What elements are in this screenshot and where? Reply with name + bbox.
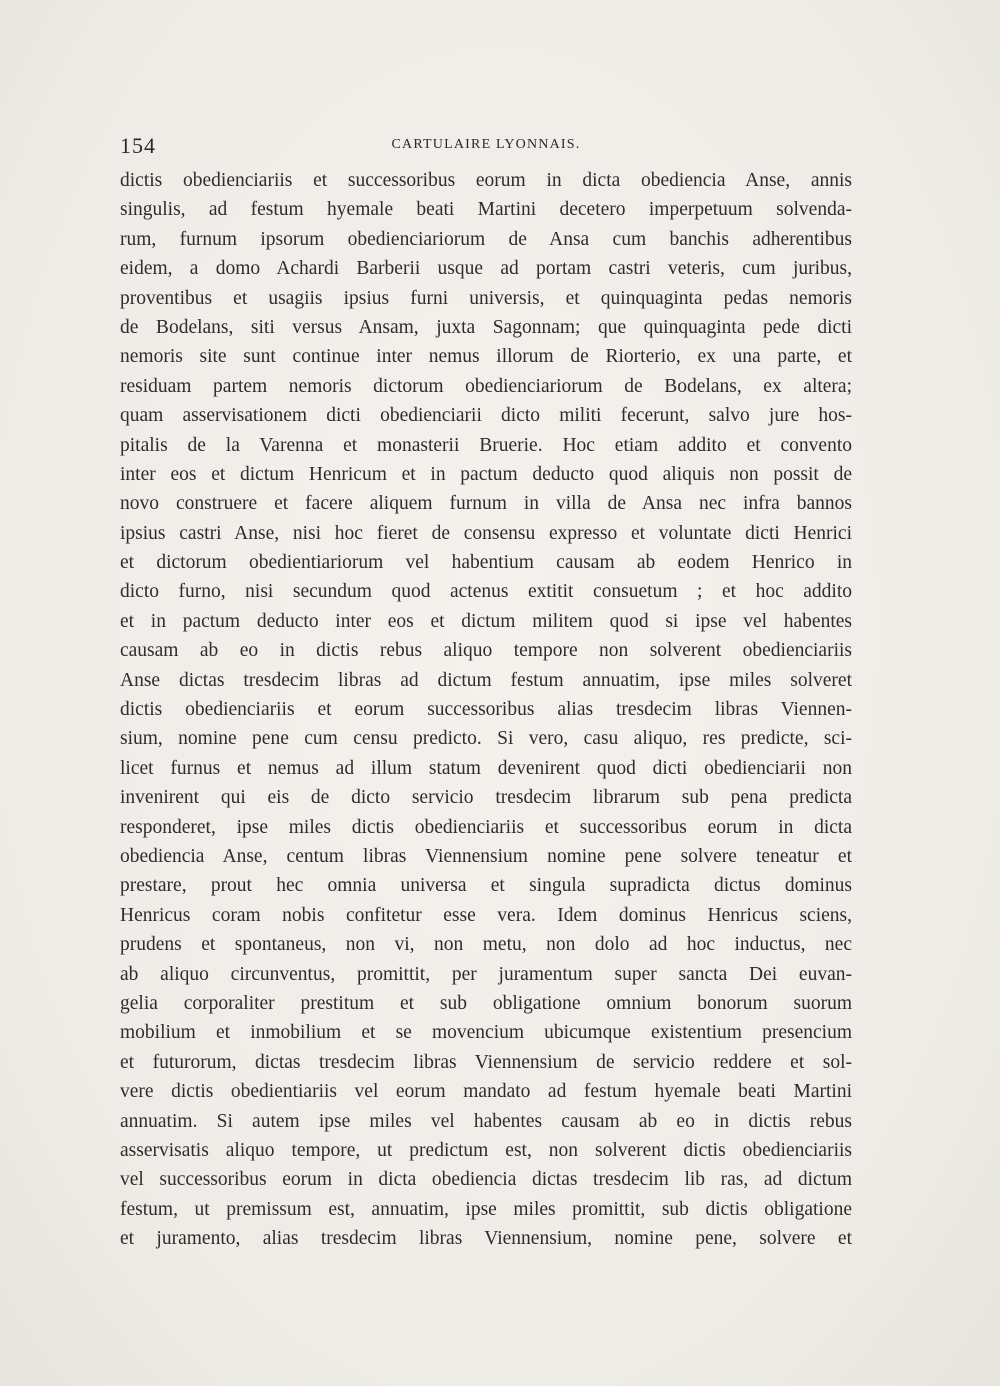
text-line: Henricus coram nobis confitetur esse vera. Idem dominus Henricus sciens, (120, 904, 852, 926)
text-line: singulis, ad festum hyemale beati Martini decetero imperpetuum solvenda- (120, 199, 852, 221)
text-line: rum, furnum ipsorum obedienciariorum de Ansa cum banchis adherentibus (120, 228, 852, 250)
text-line: eidem, a domo Achardi Barberii usque ad portam castri veteris, cum juribus, (120, 258, 852, 280)
running-head (120, 133, 852, 161)
text-line: dictis obedienciariis et eorum successoribus alias tresdecim libras Viennen- (120, 699, 852, 721)
text-line: invenirent qui eis de dicto servicio tresdecim librarum sub pena predicta (120, 787, 852, 809)
text-line: gelia corporaliter prestitum et sub obligatione omnium bonorum suorum (120, 992, 852, 1014)
text-line: vere dictis obedientiariis vel eorum mandato ad festum hyemale beati Martini (120, 1081, 852, 1103)
text-line: et dictorum obedientiariorum vel habentium causam ab eodem Henrico in (120, 552, 852, 574)
text-line: prudens et spontaneus, non vi, non metu, non dolo ad hoc inductus, nec (120, 934, 852, 956)
text-line: inter eos et dictum Henricum et in pactum deducto quod aliquis non possit de (120, 463, 852, 485)
text-line: nemoris site sunt continue inter nemus illorum de Riorterio, ex una parte, et (120, 346, 852, 368)
text-line: de Bodelans, siti versus Ansam, juxta Sagonnam; que quinquaginta pede dicti (120, 316, 852, 338)
text-line: licet furnus et nemus ad illum statum devenirent quod dicti obedienciarii non (120, 757, 852, 779)
body-text (120, 166, 852, 1253)
text-line: quam asservisationem dicti obedienciarii dicto militi fecerunt, salvo jure hos- (120, 405, 852, 427)
text-line: asservisatis aliquo tempore, ut predictum est, non solverent dictis obedienciariis (120, 1139, 852, 1161)
text-line: prestare, prout hec omnia universa et singula supradicta dictus dominus (120, 875, 852, 897)
text-line: et in pactum deducto inter eos et dictum militem quod si ipse vel habentes (120, 610, 852, 632)
text-line: residuam partem nemoris dictorum obedienciariorum de Bodelans, ex altera; (120, 375, 852, 397)
page-number: 154 (120, 133, 156, 158)
text-line: ipsius castri Anse, nisi hoc fieret de consensu expresso et voluntate dicti Henrici (120, 522, 852, 544)
text-line: ab aliquo circunventus, promittit, per juramentum super sancta Dei euvan- (120, 963, 852, 985)
text-line: responderet, ipse miles dictis obedienciariis et successoribus eorum in dicta (120, 816, 852, 838)
text-line: Anse dictas tresdecim libras ad dictum festum annuatim, ipse miles solveret (120, 669, 852, 691)
text-line: dictis obedienciariis et successoribus eorum in dicta obediencia Anse, annis (120, 170, 852, 191)
text-line: annuatim. Si autem ipse miles vel habentes causam ab eo in dictis rebus (120, 1110, 852, 1132)
running-title: CARTULAIRE LYONNAIS. (391, 137, 581, 152)
text-line: mobilium et inmobilium et se movencium ubicumque existentium presencium (120, 1022, 852, 1044)
text-line: vel successoribus eorum in dicta obediencia dictas tresdecim lib ras, ad dictum (120, 1169, 852, 1191)
text-line: et futurorum, dictas tresdecim libras Viennensium de servicio reddere et sol- (120, 1051, 852, 1073)
text-line: causam ab eo in dictis rebus aliquo tempore non solverent obedienciariis (120, 640, 852, 662)
text-line: festum, ut premissum est, annuatim, ipse miles promittit, sub dictis obligatione (120, 1198, 852, 1220)
text-line: pitalis de la Varenna et monasterii Bruerie. Hoc etiam addito et convento (120, 434, 852, 456)
text-line: et juramento, alias tresdecim libras Viennensium, nomine pene, solvere et (120, 1228, 852, 1250)
text-line: novo construere et facere aliquem furnum in villa de Ansa nec infra bannos (120, 493, 852, 515)
text-line: obediencia Anse, centum libras Viennensium nomine pene solvere teneatur et (120, 845, 852, 867)
text-line: dicto furno, nisi secundum quod actenus extitit consuetum ; et hoc addito (120, 581, 852, 603)
text-line: proventibus et usagiis ipsius furni universis, et quinquaginta pedas nemoris (120, 287, 852, 309)
text-line: sium, nomine pene cum censu predicto. Si vero, casu aliquo, res predicte, sci- (120, 728, 852, 750)
